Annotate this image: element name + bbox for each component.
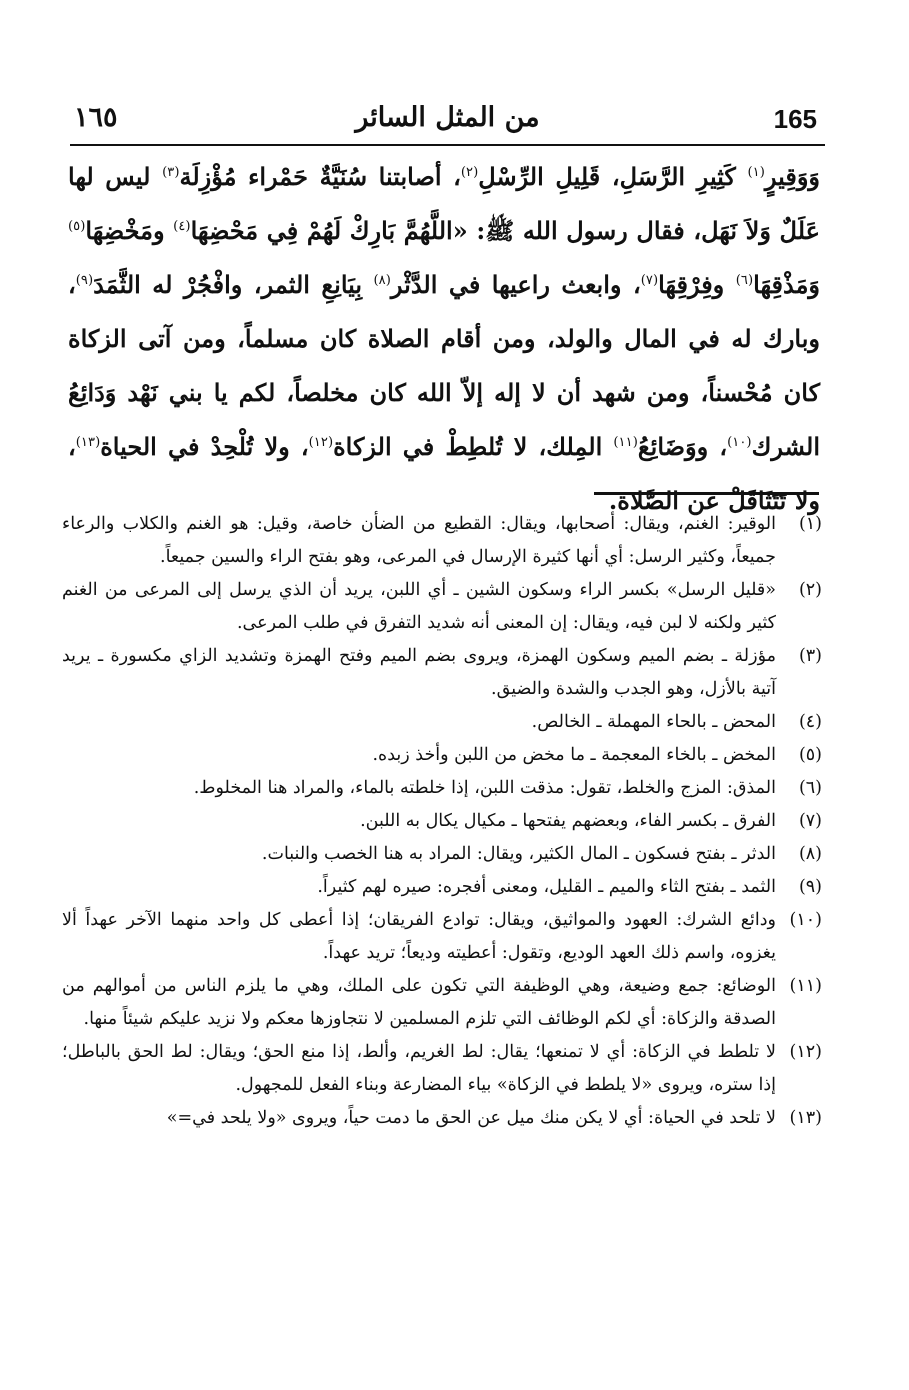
footnote — [62, 508, 822, 574]
running-title: من المثل السائر — [355, 102, 540, 133]
footnote — [62, 574, 822, 640]
footnote-text: «قليل الرسل» بكسر الراء وسكون الشين ـ أي اللبن، يريد أن الذي يرسل إلى المرعى من الغنم كثير ولكنه لا لبن فيه، ويقال: إن المعنى أنه شديد التفرق في طلب المرعى. — [62, 580, 776, 633]
footnote-number: (٩) — [798, 877, 822, 897]
main-text: وَوَقِيرٍ$^{(١)}$ كَثِيرِ الرَّسَلِ، قَلِيلِ الرِّسْلِ$^{(٢)}$، أصابتنا سُنَيَّةٌ حَمْراء مُؤْزِلَة$^{(٣)}$ ليس لها عَلَلٌ وَلاَ نَهَل، فقال رسول الله ﷺ: «اللَّهُمَّ بَارِكْ لَهُمْ فِي مَحْضِهَا$^{(٤)}$ ومَخْضِهَا$^{(٥)}$ وَمَذْقِهَا$^{(٦)}$ وفِرْقِهَا$^{(٧)}$، وابعث راعيها في الدَّثْر$^{(٨)}$ بِيَانِعِ الثمر، وافْجُرْ له الثَّمَدَ$^{(٩)}$، وبارك له في المال والولد، ومن أقام الصلاة كان مسلماً، ومن آتى الزكاة كان مُحْسناً، ومن شهد أن لا إله إلاّ الله كان مخلصاً، لكم يا بني نَهْد وَدَائِعُ الشرك$^{(١٠)}$، ووَضَائِعُ$^{(١١)}$ المِلك، لا تُلطِطْ في الزكاة$^{(١٢)}$، ولا تُلْحِدْ في الحياة$^{(١٣)}$، ولا تَتَثَاقَلْ عن الصَّلاة. — [68, 162, 821, 515]
footnote-text: الوقير: الغنم، ويقال: أصحابها، ويقال: القطيع من الضأن خاصة، وقيل: هو الغنم والكلاب والرعاء جميعاً، وكثير الرسل: أي أنها كثيرة الإرسال في المرعى، وهو بفتح الراء والسين جميعاً. — [62, 514, 776, 567]
footnote-number: (١٠) — [789, 910, 822, 930]
page-header — [70, 100, 825, 146]
footnote-text: المخض ـ بالخاء المعجمة ـ ما مخض من اللبن وأخذ زبده. — [372, 745, 776, 765]
footnote-text: المذق: المزج والخلط، تقول: مذقت اللبن، إذا خلطته بالماء، والمراد هنا المخلوط. — [193, 778, 776, 798]
footnote-number: (١٢) — [789, 1042, 822, 1062]
footnotes — [62, 508, 822, 1135]
footnote-number: (١) — [798, 514, 822, 534]
footnote-number: (٥) — [798, 745, 822, 765]
footnote-text: مؤزلة ـ بضم الميم وسكون الهمزة، ويروى بضم الميم وفتح الهمزة وتشديد الزاي مكسورة ـ يريد آتية بالأزل، وهو الجدب والشدة والضيق. — [62, 646, 776, 699]
footnote-text: ودائع الشرك: العهود والمواثيق، ويقال: توادع الفريقان؛ إذا أعطى كل واحد منهما الآخر عهداً ألا يغزوه، واسم ذلك العهد الوديع، وتقول: أعطيته وديعاً؛ تريد عهداً. — [62, 910, 776, 963]
footnote-text: الوضائع: جمع وضيعة، وهي الوظيفة التي تكون على الملك، وهي ما يلزم الناس من أموالهم من الصدقة والزكاة: أي لكم الوظائف التي تلزم المسلمين لا نتجاوزها معكم ولا نزيد عليكم شيئاً منها. — [62, 976, 776, 1029]
footnote-number: (٦) — [798, 778, 822, 798]
footnote-number: (٤) — [798, 712, 822, 732]
footnote — [62, 1102, 822, 1135]
footnote — [62, 739, 822, 772]
footnote — [62, 706, 822, 739]
footnote-text: المحض ـ بالحاء المهملة ـ الخالص. — [531, 712, 776, 732]
footnote-number: (٣) — [798, 646, 822, 666]
footnote-number: (١١) — [789, 976, 822, 996]
footnote — [62, 640, 822, 706]
footnote — [62, 1036, 822, 1102]
footnote-separator — [594, 492, 819, 495]
footnote-number: (٧) — [798, 811, 822, 831]
footnote-text: لا تلطط في الزكاة: أي لا تمنعها؛ يقال: لط الغريم، وألط، إذا منع الحق؛ ويقال: لط الحق بالباطل؛ إذا ستره، ويروى «لا يلطط في الزكاة» بياء المضارعة وبناء الفعل للمجهول. — [62, 1042, 776, 1095]
footnote — [62, 805, 822, 838]
footnote — [62, 772, 822, 805]
footnote — [62, 838, 822, 871]
footnote-text: الثمد ـ بفتح الثاء والميم ـ القليل، ومعنى أفجره: صيره لهم كثيراً. — [317, 877, 776, 897]
footnote — [62, 871, 822, 904]
footnote-number: (٢) — [798, 580, 822, 600]
footnote-number: (١٣) — [789, 1108, 822, 1128]
footnote-number: (٨) — [798, 844, 822, 864]
page-number-latin: 165 — [773, 104, 817, 134]
footnote-text: لا تلحد في الحياة: أي لا يكن منك ميل عن الحق ما دمت حياً، ويروى «ولا يلحد في=» — [166, 1108, 776, 1128]
footnote — [62, 904, 822, 970]
footnote-text: الفرق ـ بكسر الفاء، وبعضهم يفتحها ـ مكيال يكال به اللبن. — [360, 811, 776, 831]
footnote-text: الدثر ـ بفتح فسكون ـ المال الكثير، ويقال: المراد به هنا الخصب والنبات. — [261, 844, 776, 864]
footnote — [62, 970, 822, 1036]
page-number-arabic: ١٦٥ — [74, 102, 118, 133]
